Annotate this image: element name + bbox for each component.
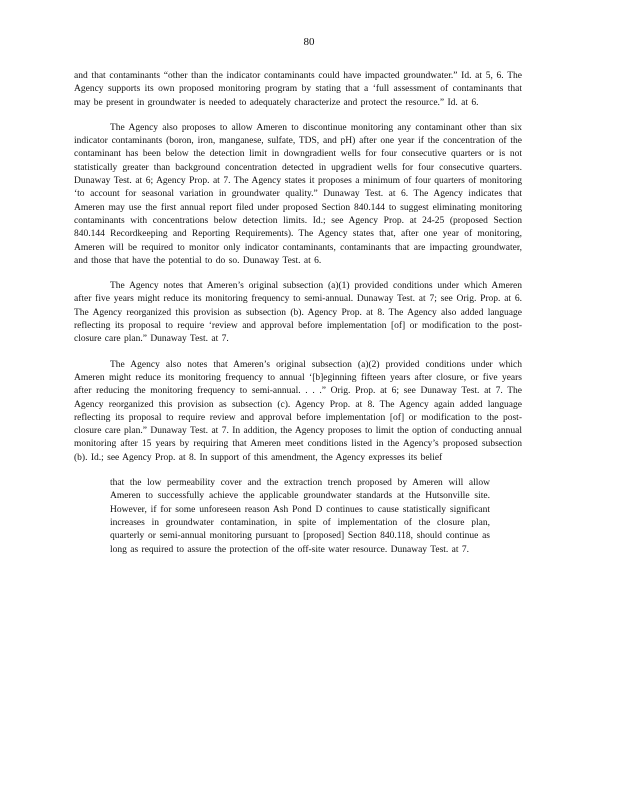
paragraph-discontinue-monitoring: The Agency also proposes to allow Ameren to discontinue monitoring any contaminant other than six indicator contaminants (boron, iron, manganese, sulfate, TDS, and pH) after one year if the concentration of the contaminant has been below the detection limit in downgradient wells for four consecutive quarters or is not statistically greater than background concentration detected in upgradient wells for four consecutive quarters. Dunaway Test. at 6; Agency Prop. at 7. The Agency states it proposes a minimum of four quarters of monitoring ‘to account for seasonal variation in groundwater quality.” Dunaway Test. at 6. The Agency indicates that Ameren may use the first annual report filed under proposed Section 840.144 to suggest eliminating monitoring contaminants with concentrations below detection limits. Id.; see Agency Prop. at 24-25 (proposed Section 840.144 Recordkeeping and Reporting Requirements). The Agency states that, after one year of monitoring, Ameren will be required to monitor only indicator contaminants, contaminants that are impacting groundwater, and those that have the potential to do so. Dunaway Test. at 6. [74, 122, 522, 266]
paragraph-subsection-a2: The Agency also notes that Ameren’s original subsection (a)(2) provided conditions under which Ameren might reduce its monitoring frequency to annual ‘[b]eginning fifteen years after closure, or five years after reducing the monitoring frequency to semi-annual. . . .” Orig. Prop. at 6; see Dunaway Test. at 7. The Agency reorganized this provision as subsection (c). Agency Prop. at 8. The Agency again added language reflecting its proposal to require review and approval before implementation [of] or modification to the post-closure care plan.” Dunaway Test. at 7. In addition, the Agency proposes to limit the option of conducting annual monitoring after 15 years by requiring that Ameren meet conditions listed in the Agency’s proposed subsection (b). Id.; see Agency Prop. at 8. In support of this amendment, the Agency expresses its belief [74, 359, 522, 463]
block-quote-agency-belief: that the low permeability cover and the extraction trench proposed by Ameren will allow Ameren to successfully achieve the applicable groundwater standards at the Hutsonville site. However, if for some unforeseen reason Ash Pond D continues to cause statistically significant increases in groundwater contamination, in spite of implementation of the closure plan, quarterly or semi-annual monitoring pursuant to [proposed] Section 840.118, should continue as long as required to assure the protection of the off-site water resource. Dunaway Test. at 7. [110, 478, 490, 555]
paragraph-subsection-a1: The Agency notes that Ameren’s original subsection (a)(1) provided conditions under which Ameren after five years might reduce its monitoring frequency to semi-annual. Dunaway Test. at 7; see Orig. Prop. at 6. The Agency reorganized this provision as subsection (b). Agency Prop. at 8. The Agency also added language reflecting its proposal to require ‘review and approval before implementation [of] or modification to the post-closure care plan.” Dunaway Test. at 7. [74, 281, 522, 345]
paragraph-contaminants-continuation: and that contaminants “other than the indicator contaminants could have impacted groundwater.” Id. at 5, 6. The Agency supports its own proposed monitoring program by stating that a ‘full assessment of contaminants that may be present in groundwater is needed to adequately characterize and protect the resource.” Id. at 6. [74, 71, 522, 108]
body-text [74, 70, 522, 557]
page-number: 80 [303, 36, 315, 48]
